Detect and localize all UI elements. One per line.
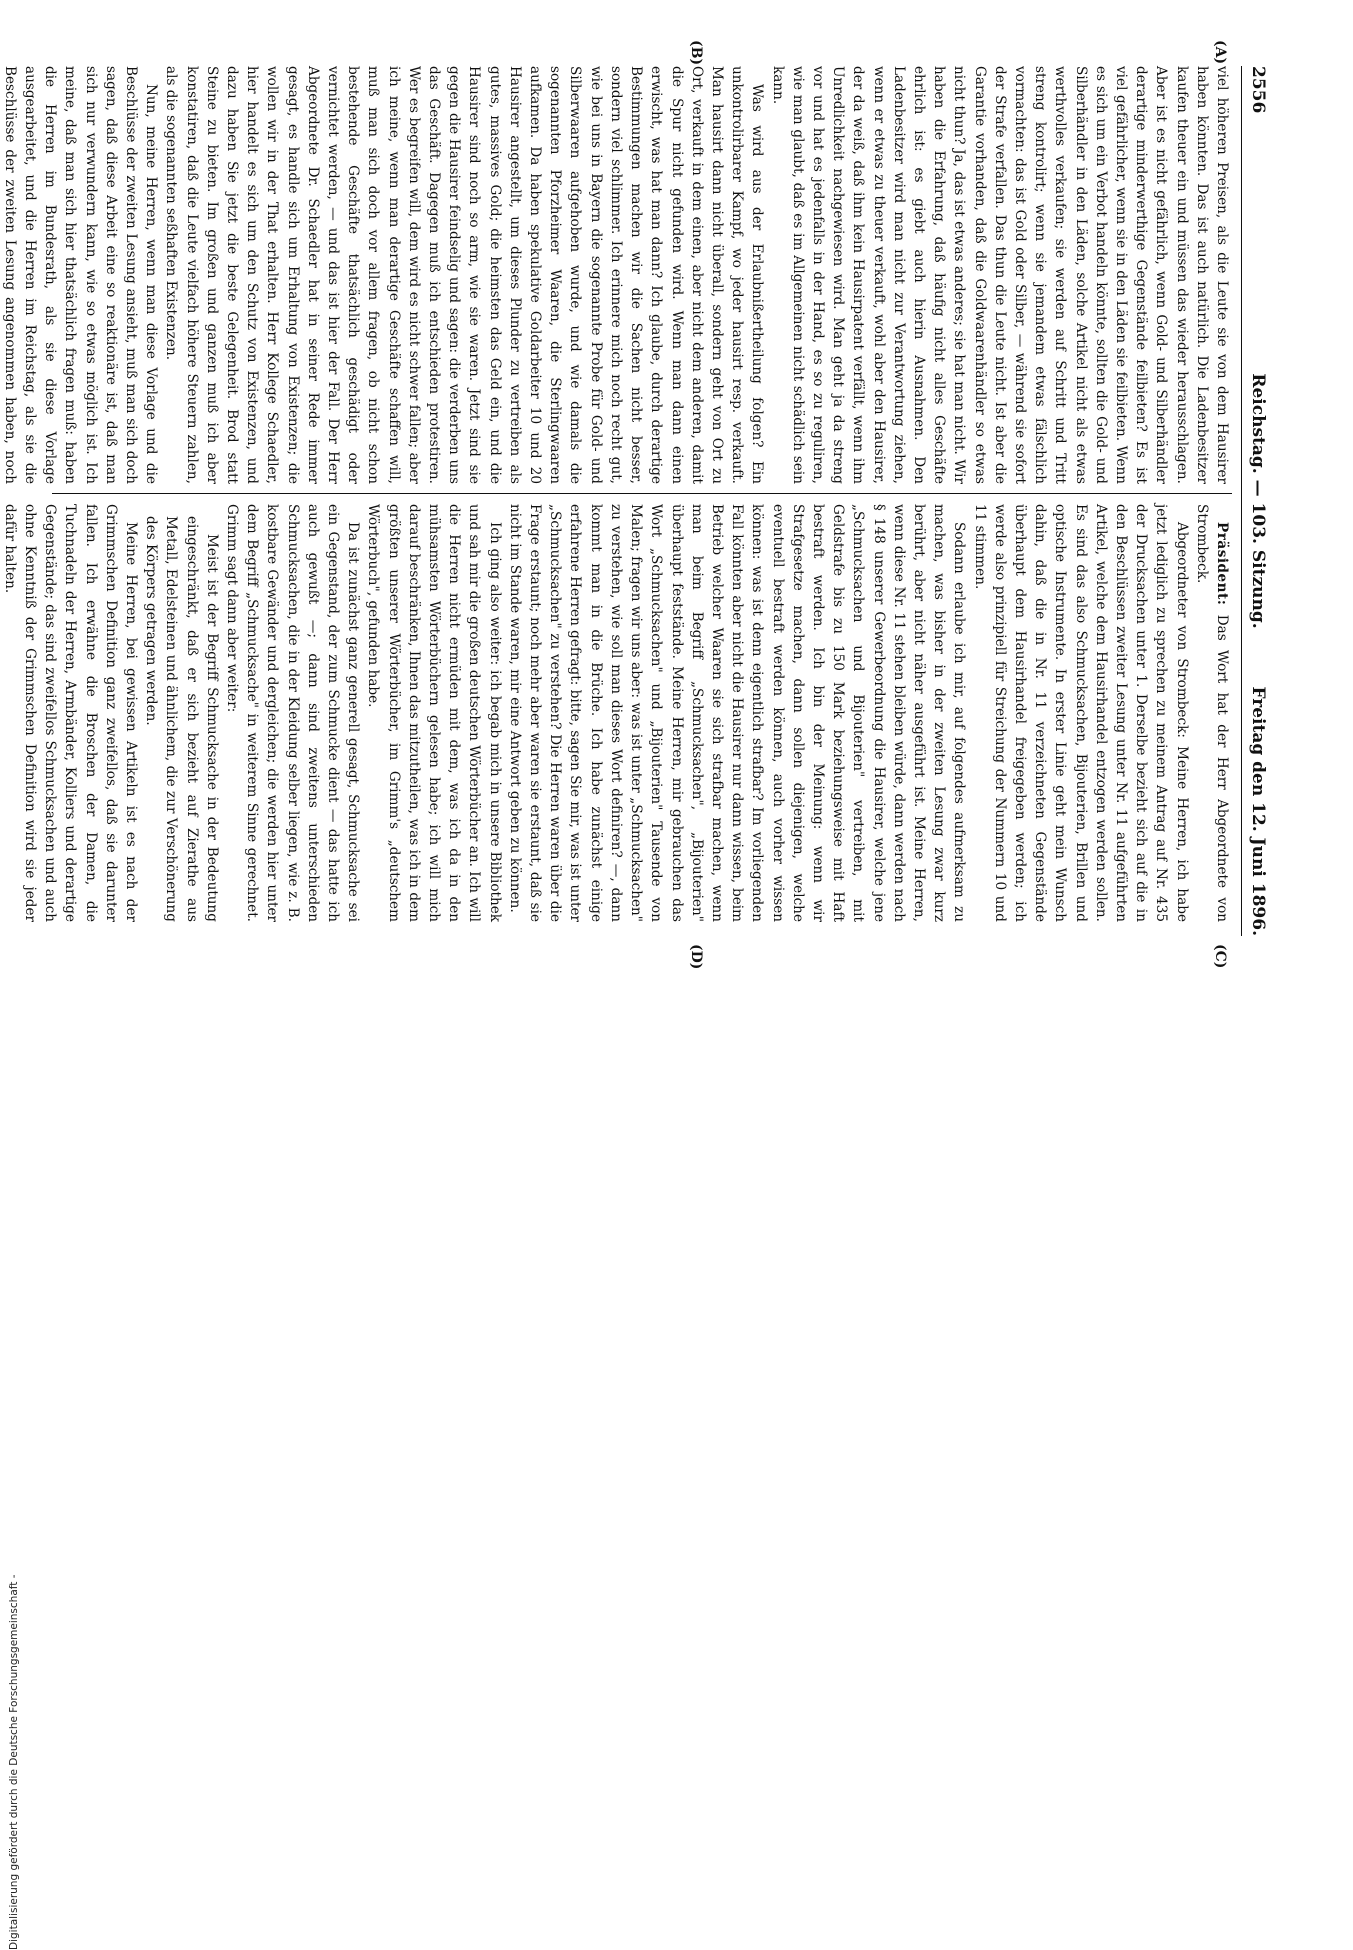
credit-text: Digitalisierung gefördert durch die Deutsche Forschungsgemeinschaft - [8, 1574, 20, 1950]
paragraph: Was wird aus der Erlaubnißertheilung folgen? Ein unkontrolirbarer Kampf, wo jeder hausirt resp. verkauft. Man hausirt dann nicht überall, sondern geht von Ort zu Ort, verkauft in dem einen, aber nicht dem anderen, damit die Spur nicht gefunden wird. Wenn man dann einen erwischt, was hat man dann? Ich glaube, durch derartige Bestimmungen machen wir die Sachen nicht besser, sondern viel schlimmer. Ich erinnere mich noch recht gut, wie bei uns in Bayern die sogenannte Probe für Gold- und Silberwaaren aufgehoben wurde, und wie damals die sogenannten Pforzheimer Waaren, die Sterlingwaaren aufkamen. Da haben spekulative Goldarbeiter 10 und 20 Hausirer angestellt, um dieses Plunder zu vertreiben als gutes, massives Gold; die heimsten das Geld ein, und die Hausirer sind noch so arm, wie sie waren. Jetzt sind sie gegen die Hausirer feindselig und sagen: die verderben uns das Geschäft. Dagegen muß ich entschieden protestiren. Wer es begreifen will, dem wird es nicht schwer fallen; aber ich meine, wenn man derartige Geschäfte schaffen will, muß man sich doch vor allem fragen, ob nicht schon bestehende Geschäfte thatsächlich geschädigt oder vernichtet werden, — und das ist hier der Fall. Der Herr Abgeordnete Dr. Schaedler hat in seiner Rede immer gesagt, es handle sich um Erhaltung von Existenzen; die wollen wir in der That erhalten. Herr Kollege Schaedler, hier handelt es sich um den Schutz von Existenzen, und dazu haben Sie jetzt die beste Gelegenheit. Brod statt Steine zu bieten. Im großen und ganzen muß ich aber konstatiren, daß die Leute vielfach höhere Steuern zahlen, als die sogenannten seßhaften Existenzen. [163, 66, 766, 484]
margin-marker-d: (D) [688, 944, 704, 970]
paragraph: Nun, meine Herren, wenn man diese Vorlage und die Beschlüsse der zweiten Lesung ansieht, muß man sich doch sagen, daß diese Arbeit eine so reaktionäre ist, daß man sich nur verwundern kann, wie so etwas möglich ist. Ich meine, daß man sich hier thatsächlich fragen muß: haben die Herren im Bundesrath, als sie diese Vorlage ausgearbeitet, und die Herren im Reichstag, als sie die Beschlüsse der zweiten Lesung angenommen haben, noch [1, 66, 160, 484]
left-column [1, 66, 1232, 484]
margin-marker-a: (A) [1212, 40, 1228, 65]
column-divider [52, 493, 1232, 494]
margin-marker-b: (B) [688, 40, 704, 66]
paragraph: viel höheren Preisen, als die Leute sie von dem Hausirer haben könnten. Das ist auch natürlich. Die Ladenbesitzer kaufen theuer ein und müssen das wieder herausschlagen. Aber ist es nicht gefährlich, wenn Gold- und Silberhändler derartige minderwerthige Gegenstände feilbieten? Es ist viel gefährlicher, wenn sie in den Läden sie feilbieten. Wenn es sich um ein Verbot handeln könnte, sollten die Gold- und Silberhändler in den Läden, solche Artikel nicht als etwas werthvolles verkaufen; sie werden auf Schritt und Tritt streng kontrolirt; wenn sie jemandem etwas fälschlich vormachten: das ist Gold oder Silber, — während sie sofort der Strafe verfallen. Das thun die Leute nicht. Ist aber die Garantie vorhanden, daß die Goldwaarenhändler so etwas nicht thun? Ja, das ist etwas anderes; sie hat man nicht. Wir haben die Erfahrung, daß häufig nicht alles Geschäfte ehrlich ist: es giebt auch hierin Ausnahmen. Den Ladenbesitzer wird man nicht zur Verantwortung ziehen, wenn er etwas zu theuer verkauft, wohl aber den Hausirer, der da weiß, daß ihm kein Hausirpatent verfällt, wenn ihm Unredlichkeit nachgewiesen wird. Man geht ja da streng vor und hat es jedenfalls in der Hand, es so zu reguliren, wie man glaubt, daß es im Allgemeinen nicht schädlich sein kann. [769, 66, 1230, 484]
margin-marker-c: (C) [1212, 944, 1228, 969]
paragraph: Da ist zunächst ganz generell gesagt, Schmucksache sei ein Gegenstand, der zum Schmucke dient — das hatte ich auch gewußt —; dann sind zweitens unterschieden Schmucksachen, die in der Kleidung selber liegen, wie z. B. kostbare Gewänder und dergleichen; die werden hier unter dem Begriff „Schmucksache" in weiterem Sinne gerechnet. Grimm sagt dann aber weiter: [224, 504, 362, 922]
right-column [1, 504, 1232, 923]
document-page [0, 0, 1290, 1000]
session-date: Freitag den 12. Juni 1896. [1248, 686, 1268, 936]
paragraph: Abgeordneter von Strombeck: Meine Herren, ich habe jetzt lediglich zu sprechen zu meinem Antrag auf Nr. 435 der Drucksachen unter 1. Derselbe bezieht sich auf die in den Beschlüssen zweiter Lesung unter Nr. 11 aufgeführten Artikel, welche dem Hausirhandel entzogen werden sollen. Es sind das also Schmucksachen, Bijouterien, Brillen und optische Instrumente. In erster Linie geht mein Wunsch dahin, daß die in Nr. 11 verzeichneten Gegenstände überhaupt dem Hausirhandel freigegeben werden; ich werde also prinzipiell für Streichung der Nummern 10 und 11 stimmen. [971, 504, 1190, 922]
statement-text: Das Wort hat der Herr Abgeordnete von Strombeck. [1193, 504, 1230, 923]
paragraph: Meine Herren, bei gewissen Artikeln ist es nach der Grimmschen Definition ganz zweifellos, daß sie darunter fallen. Ich erwähne die Broschen der Damen, die Tuchnadeln der Herren, Armbänder, Kolliers und derartige Gegenstände; das sind zweifellos Schmucksachen und auch ohne Kenntniß der Grimmschen Definition wird sie jeder dafür halten. [1, 504, 140, 922]
header-rule [1241, 66, 1242, 936]
page-number: 2556 [1248, 66, 1268, 114]
quoted-definition: Meist ist der Begriff Schmucksache in der Bedeutung eingeschränkt, daß er sich bezieht auf Zierathe aus Metall, Edelsteinen und ähnlichem, die zur Verschönerung des Körpers getragen werden. [143, 516, 220, 922]
paragraph: Sodann erlaube ich mir, auf folgendes aufmerksam zu machen, was bisher in der zweiten Lesung zwar kurz berührt, aber nicht näher ausgeführt ist. Meine Herren, wenn diese Nr. 11 stehen bleiben würde, dann werden nach § 148 unserer Gewerbeordnung die Hausirer, welche jene „Schmucksachen und Bijouterien" vertreiben, mit Geldstrafe bis zu 150 Mark beziehungsweise mit Haft bestraft werden. Ich bin der Meinung: wenn wir Strafgesetze machen, dann sollen diejenigen, welche eventuell bestraft werden können, auch vorher wissen können: was ist denn eigentlich strafbar? Im vorliegenden Fall könnten aber nicht die Hausirer nur dann wissen, beim Betrieb welcher Waaren sie sich strafbar machen, wenn man beim Begriff „Schmucksachen", „Bijouterien" überhaupt feststände. Meine Herren, mir gebrauchen das Wort „Schmucksachen" und „Bijouterien" Tausende von Malen; fragen wir uns aber: was ist unter „Schmucksachen" zu verstehen, wie soll man dieses Wort definiren? —, dann kommt man in die Brüche. Ich habe zunächst einige erfahrene Herren gefragt: bitte, sagen Sie mir, was ist unter „Schmucksachen" zu verstehen? Die Herren waren über die Frage erstaunt; noch mehr aber waren sie erstaunt, daß sie nicht im Stande waren, mir eine Antwort geben zu können. [506, 504, 968, 922]
president-statement [1192, 504, 1232, 922]
running-title: Reichstag. — 103. Sitzung. [1248, 373, 1268, 629]
page-header [1242, 66, 1270, 936]
speaker-label: Präsident: [1214, 522, 1230, 606]
paragraph: Ich ging also weiter: ich begab mich in unsere Bibliothek und sah mir die großen deutschen Wörterbücher an. Ich will die Herren nicht ermüden mit dem, was ich da in den mühsamsten Wörterbüchern gelesen habe; ich will mich darauf beschränken, Ihnen das mitzutheilen, was ich in dem größten unserer Wörterbücher, im Grimm's „deutschem Wörterbuch", gefunden habe. [365, 504, 503, 922]
